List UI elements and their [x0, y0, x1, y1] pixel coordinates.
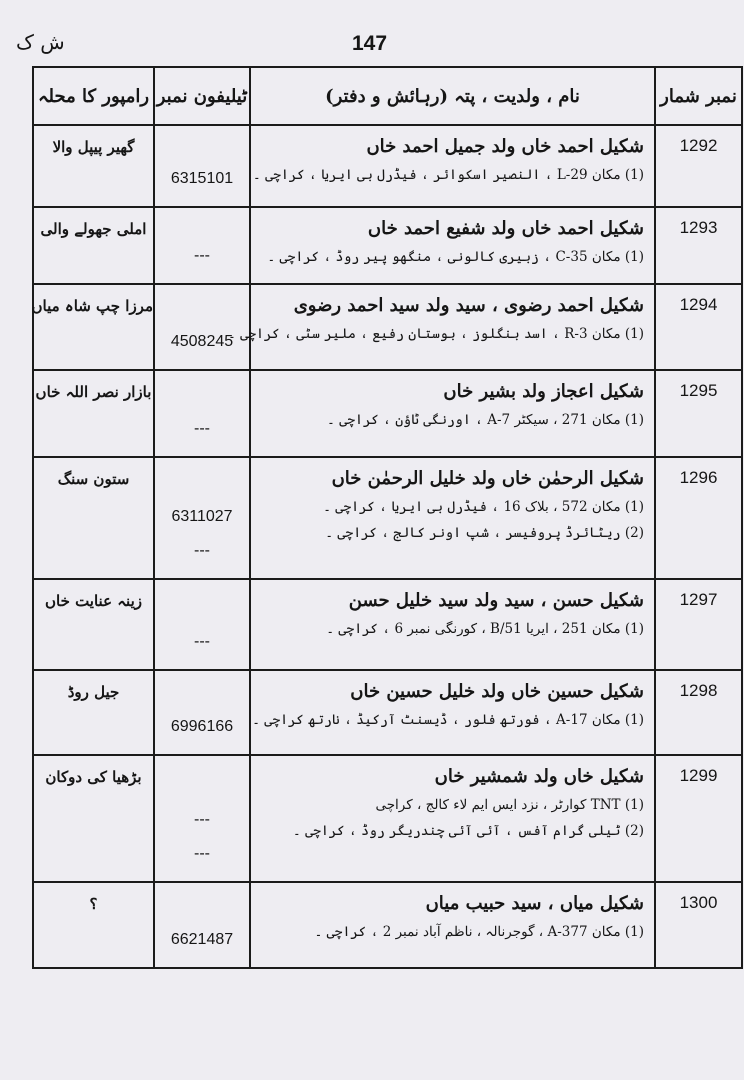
locality: مرزا چپ شاہ میاں [33, 284, 154, 370]
table-row [33, 579, 742, 670]
phone-number: --- [194, 845, 210, 862]
phone-number: 6621487 [170, 931, 234, 948]
serial-number: 1296 [655, 457, 742, 579]
address-line: (1) مکان 29-L ، النصیر اسکوائر ، فیڈرل بی ایریا ، کراچی ۔ [252, 167, 644, 183]
locality: ؟ [33, 882, 154, 968]
col-area-header: رامپور کا محلہ [33, 67, 154, 125]
phone-cell [154, 207, 250, 284]
address-line: (1) TNT کوارٹر ، نزد ایس ایم لاء کالج ، کراچی [375, 797, 644, 813]
table-row [33, 207, 742, 284]
serial-number: 1299 [655, 755, 742, 882]
address-line: (1) مکان 35-C ، زبیری کالونی ، منگھو پیر روڈ ، کراچی ۔ [267, 249, 644, 265]
table-row [33, 284, 742, 370]
phone-number: --- [194, 633, 210, 650]
address-line: (1) مکان 271 ، سیکٹر A-7 ، اورنگی ٹاؤن ، کراچی ۔ [327, 412, 644, 428]
page-header [0, 28, 744, 58]
directory-table [32, 66, 743, 969]
serial-number: 1294 [655, 284, 742, 370]
table-row [33, 882, 742, 968]
locality: املی جھولے والی [33, 207, 154, 284]
serial-number: 1297 [655, 579, 742, 670]
phone-number: 6315101 [170, 170, 234, 187]
header-row [33, 67, 742, 125]
name-cell [227, 284, 655, 370]
serial-number: 1300 [655, 882, 742, 968]
name-cell [250, 457, 655, 579]
name-cell [250, 207, 655, 284]
phone-cell [154, 125, 250, 207]
phone-cell [154, 370, 250, 457]
locality: بڑھیا کی دوکان [33, 755, 154, 882]
person-name: شکیل احمد رضوی ، سید ولد سید احمد رضوی [293, 295, 644, 316]
phone-number: 6311027 [171, 508, 233, 525]
address-line: (2) ریٹائرڈ پروفیسر ، شپ اونر کالج ، کراچی ۔ [325, 525, 644, 541]
name-cell [250, 370, 655, 457]
address-line: (1) مکان R-3 ، اسد بنگلوز ، بوستان رفیع ، ملیر سٹی ، کراچی ۔ [227, 326, 644, 342]
name-cell [250, 755, 655, 882]
address-line: (1) مکان 377-A ، گوجرنالہ ، ناظم آباد نمبر 2 ، کراچی ۔ [314, 924, 644, 940]
person-name: شکیل الرحمٰن خاں ولد خلیل الرحمٰن خاں [331, 468, 644, 489]
address-line: (1) مکان 17-A ، فورتھ فلور ، ڈیسنٹ آرکیڈ ، نارتھ کراچی ۔ [252, 712, 644, 728]
address-line: (1) مکان 572 ، بلاک 16 ، فیڈرل بی ایریا ، کراچی ۔ [323, 499, 644, 515]
phone-cell [154, 882, 250, 968]
serial-number: 1292 [655, 125, 742, 207]
locality: بازار نصر اللہ خاں [33, 370, 154, 457]
phone-number: 6996166 [170, 718, 234, 735]
person-name: شکیل حسن ، سید ولد سید خلیل حسن [348, 590, 644, 611]
serial-number: 1295 [655, 370, 742, 457]
phone-cell [154, 755, 250, 882]
locality: زینہ عنایت خاں [33, 579, 154, 670]
table-row [33, 670, 742, 755]
person-name: شکیل خاں ولد شمشیر خاں [434, 766, 644, 787]
person-name: شکیل احمد خاں ولد جمیل احمد خاں [366, 136, 644, 157]
section-letter: ش ک [16, 30, 65, 54]
phone-cell [154, 457, 250, 579]
name-cell [250, 882, 655, 968]
phone-number: 4508245 [170, 333, 234, 350]
name-cell [250, 579, 655, 670]
address-line: (2) ٹیلی گرام آفس ، آئی آئی چندریگر روڈ ، کراچی ۔ [292, 823, 644, 839]
col-phone-header: ٹیلیفون نمبر [154, 67, 250, 125]
phone-cell [154, 670, 250, 755]
table-row [33, 125, 742, 207]
table-row [33, 457, 742, 579]
phone-number: --- [194, 420, 210, 437]
serial-number: 1293 [655, 207, 742, 284]
name-cell [250, 125, 655, 207]
person-name: شکیل اعجاز ولد بشیر خاں [443, 381, 644, 402]
locality: گھیر پیپل والا [33, 125, 154, 207]
serial-number: 1298 [655, 670, 742, 755]
table-row [33, 370, 742, 457]
person-name: شکیل حسین خاں ولد خلیل حسین خاں [350, 681, 644, 702]
phone-number: --- [194, 247, 210, 264]
phone-cell [154, 579, 250, 670]
person-name: شکیل احمد خاں ولد شفیع احمد خاں [367, 218, 644, 239]
col-serial-header: نمبر شمار [655, 67, 742, 125]
col-name-header: نام ، ولدیت ، پتہ (رہائش و دفتر) [250, 67, 655, 125]
person-name: شکیل میاں ، سید حبیب میاں [425, 893, 644, 914]
locality: جیل روڈ [33, 670, 154, 755]
page-number: 147 [352, 32, 388, 55]
address-line: (1) مکان 251 ، ایریا 51/B ، کورنگی نمبر 6 ، کراچی ۔ [326, 621, 644, 637]
phone-number: --- [194, 542, 210, 559]
phone-number: --- [194, 811, 210, 828]
locality: ستون سنگ [33, 457, 154, 579]
name-cell [250, 670, 655, 755]
table-row [33, 755, 742, 882]
